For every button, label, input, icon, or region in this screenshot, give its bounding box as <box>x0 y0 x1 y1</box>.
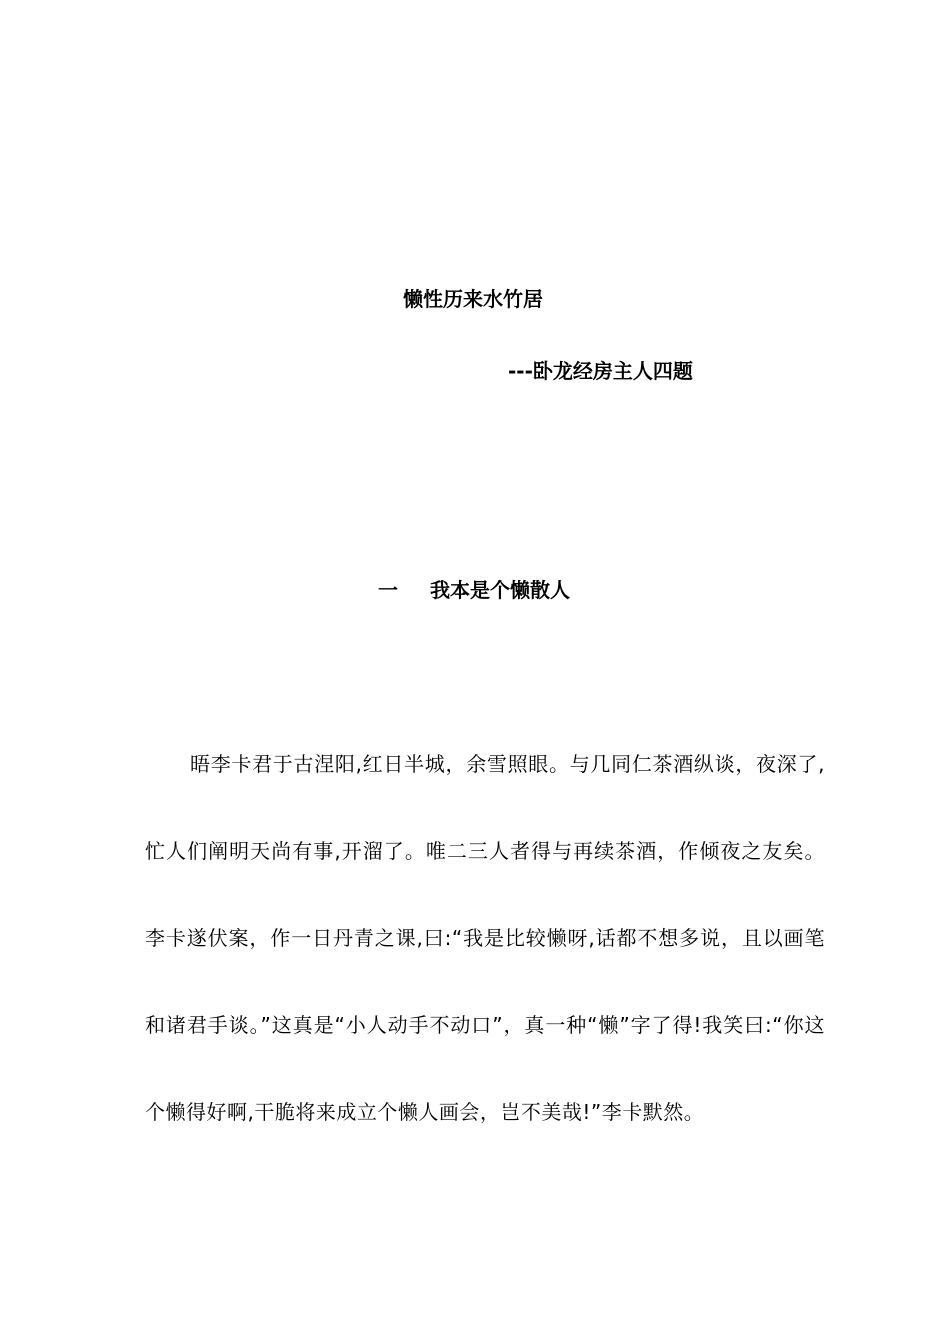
body-paragraph: 晤李卡君于古涅阳,红日半城，余雪照眼。与几同仁茶酒纵谈，夜深了,忙人们阐明天尚有事,开溜了。唯二三人者得与再续茶酒，作倾夜之友矣。李卡遂伏案，作一日丹青之课,曰:“我是比较懒呀,话都不想多说，且以画笔和诸君手谈。”这真是“小人动手不动口”，真一种“懒”字了得!我笑曰:“你这个懒得好啊,干脆将来成立个懒人画会，岂不美哉!”李卡默然。 <box>145 752 825 1124</box>
document-title: 懒性历来水竹居 <box>403 287 543 311</box>
document-subtitle: ---卧龙经房主人四题 <box>508 359 693 383</box>
section-heading <box>378 575 570 605</box>
section-title: 我本是个懒散人 <box>430 578 570 602</box>
section-number: 一 <box>378 578 398 602</box>
